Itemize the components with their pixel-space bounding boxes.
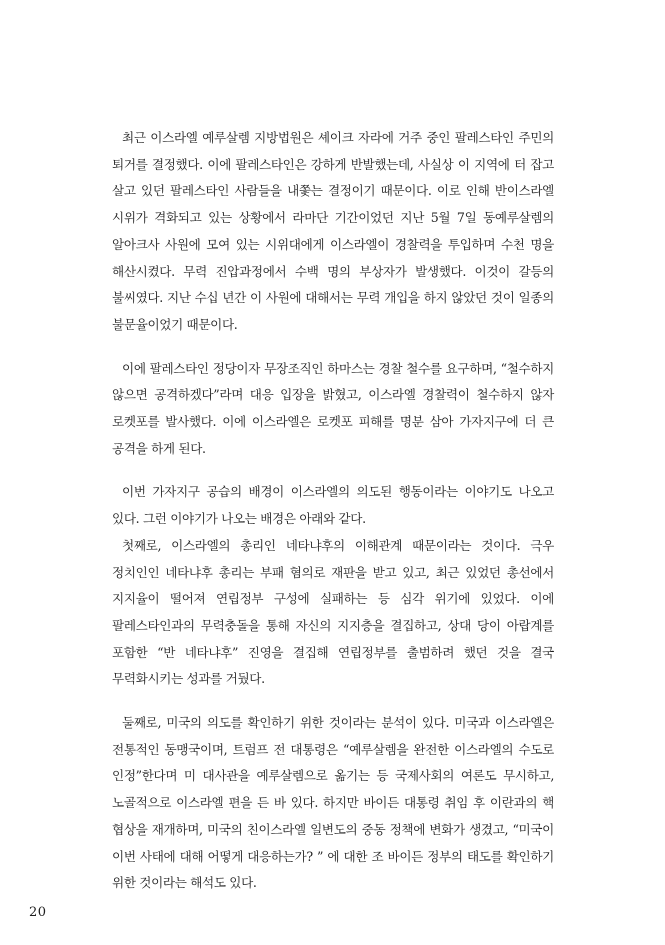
paragraph-3: 이번 가자지구 공습의 배경이 이스라엘의 의도된 행동이라는 이야기도 나오고 있다. 그런 이야기가 나오는 배경은 아래와 같다. xyxy=(112,484,554,527)
body-text xyxy=(112,125,554,897)
paragraph-1: 최근 이스라엘 예루살렘 지방법원은 셰이크 자라에 거주 중인 팔레스타인 주민의 퇴거를 결정했다. 이에 팔레스타인은 강하게 반발했는데, 사실상 이 지역에 터 잡고 살고 있던 팔레스타인 사람들을 내쫓는 결정이기 때문이다. 이로 인해 반이스라엘 시위가 격화되고 있는 상황에서 라마단 기간이었던 지난 5월 7일 동예루살렘의 알아크사 사원에 모여 있는 시위대에게 이스라엘이 경찰력을 투입하며 수천 명을 해산시켰다. 무력 진압과정에서 수백 명의 부상자가 발생했다. 이것이 갈등의 불씨였다. 지난 수십 년간 이 사원에 대해서는 무력 개입을 하지 않았던 것이 일종의 불문율이었기 때문이다. xyxy=(112,130,554,332)
paragraph-2: 이에 팔레스타인 정당이자 무장조직인 하마스는 경찰 철수를 요구하며, “철수하지 않으면 공격하겠다”라며 대응 입장을 밝혔고, 이스라엘 경찰력이 철수하지 않자 로켓포를 발사했다. 이에 이스라엘은 로켓포 피해를 명분 삼아 가자지구에 더 큰 공격을 하게 된다. xyxy=(112,360,554,456)
paragraph-4: 첫째로, 이스라엘의 총리인 네타냐후의 이해관계 때문이라는 것이다. 극우 정치인인 네타냐후 총리는 부패 혐의로 재판을 받고 있고, 최근 있었던 총선에서 지지율이 떨어져 연립정부 구성에 실패하는 등 심각 위기에 있었다. 이에 팔레스타인과의 무력충돌을 통해 자신의 지지층을 결집하고, 상대 당이 아랍계를 포함한 “반 네타냐후” 진영을 결집해 연립정부를 출범하려 했던 것을 결국 무력화시키는 성과를 거뒀다. xyxy=(112,537,554,687)
paragraph-5: 둘째로, 미국의 의도를 확인하기 위한 것이라는 분석이 있다. 미국과 이스라엘은 전통적인 동맹국이며, 트럼프 전 대통령은 “예루살렘을 완전한 이스라엘의 수도로 인정”한다며 미 대사관을 예루살렘으로 옮기는 등 국제사회의 여론도 무시하고, 노골적으로 이스라엘 편을 든 바 있다. 하지만 바이든 대통령 취임 후 이란과의 핵 협상을 재개하며, 미국의 친이스라엘 일변도의 중동 정책에 변화가 생겼고, “미국이 이번 사태에 대해 어떻게 대응하는가? ” 에 대한 조 바이든 정부의 태도를 확인하기 위한 것이라는 해석도 있다. xyxy=(112,715,554,891)
page-number: 20 xyxy=(29,905,47,920)
